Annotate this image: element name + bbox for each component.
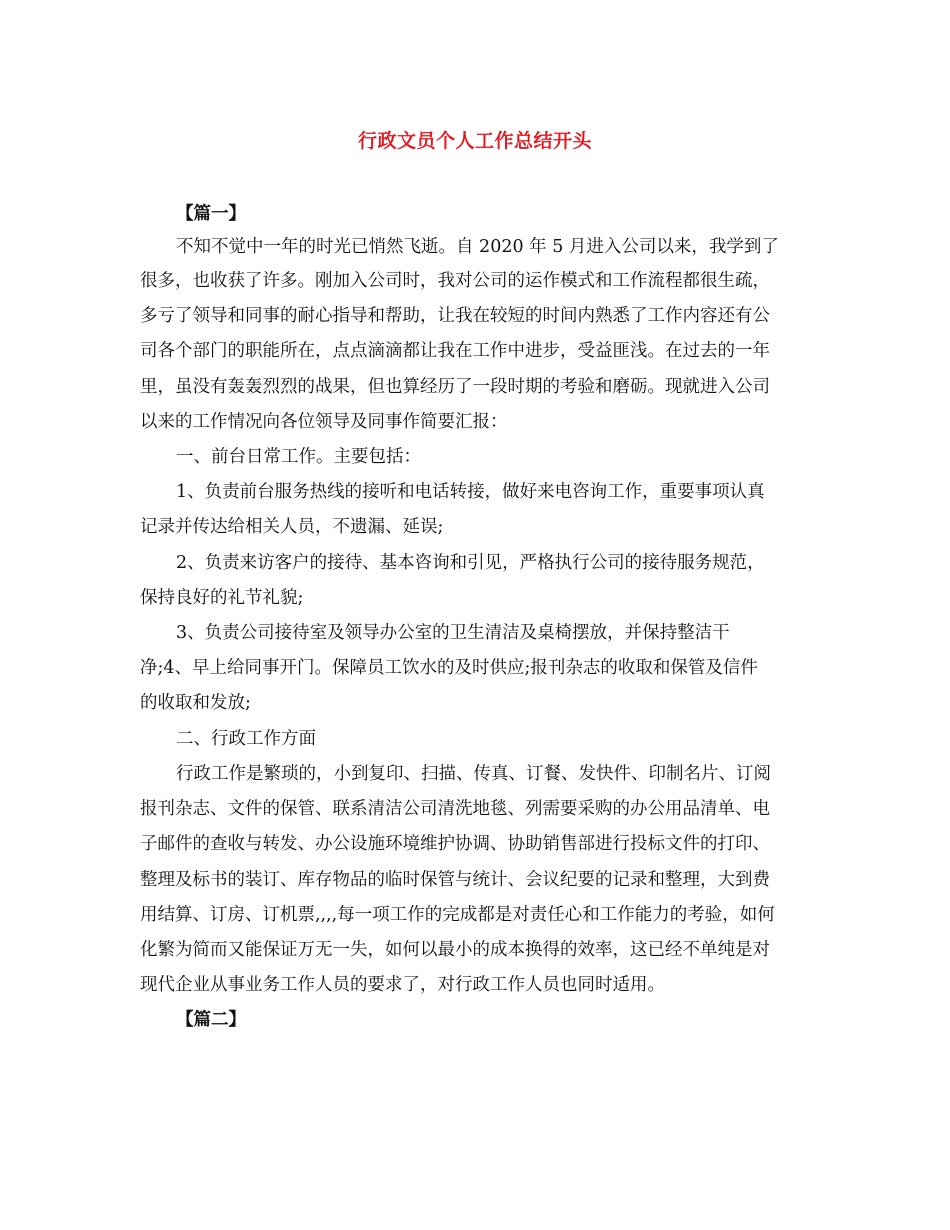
paragraph-line: 净;4、早上给同事开门。保障员工饮水的及时供应;报刊杂志的收取和保管及信件: [140, 658, 758, 678]
paragraph-line: 1、负责前台服务热线的接听和电话转接，做好来电咨询工作，重要事项认真: [176, 482, 765, 502]
paragraph-line: 很多，也收获了许多。刚加入公司时，我对公司的运作模式和工作流程都很生疏，: [140, 271, 770, 291]
paragraph-line: 二、行政工作方面: [176, 729, 316, 749]
section-label-2: 【篇二】: [176, 1010, 246, 1030]
paragraph-line: 整理及标书的装订、库存物品的临时保管与统计、会议纪要的记录和整理，大到费: [140, 870, 770, 890]
paragraph-line: 不知不觉中一年的时光已悄然飞逝。自 2020 年 5 月进入公司以来，我学到了: [176, 237, 779, 257]
paragraph-line: 3、负责公司接待室及领导办公室的卫生清洁及桌椅摆放，并保持整洁干: [176, 623, 730, 643]
paragraph-line: 现代企业从事业务工作人员的要求了，对行政工作人员也同时适用。: [140, 975, 665, 995]
document-title: 行政文员个人工作总结开头: [357, 130, 592, 152]
paragraph-line: 记录并传达给相关人员，不遗漏、延误;: [140, 517, 444, 537]
paragraph-line: 2、负责来访客户的接待、基本咨询和引见，严格执行公司的接待服务规范，: [176, 553, 765, 573]
paragraph-line: 司各个部门的职能所在，点点滴滴都让我在工作中进步，受益匪浅。在过去的一年: [140, 341, 770, 361]
paragraph-line: 以来的工作情况向各位领导及同事作简要汇报：: [140, 412, 508, 432]
paragraph-line: 报刊杂志、文件的保管、联系清洁公司清洗地毯、列需要采购的办公用品清单、电: [140, 799, 770, 819]
paragraph-line: 行政工作是繁琐的，小到复印、扫描、传真、订餐、发快件、印制名片、订阅: [176, 764, 771, 784]
section-label-1: 【篇一】: [176, 204, 246, 224]
paragraph-line: 里，虽没有轰轰烈烈的战果，但也算经历了一段时期的考验和磨砺。现就进入公司: [140, 377, 770, 397]
paragraph-line: 的收取和发放;: [140, 693, 251, 713]
paragraph-line: 子邮件的查收与转发、办公设施环境维护协调、协助销售部进行投标文件的打印、: [140, 834, 770, 854]
paragraph-line: 保持良好的礼节礼貌;: [140, 588, 304, 608]
paragraph-line: 多亏了领导和同事的耐心指导和帮助，让我在较短的时间内熟悉了工作内容还有公: [140, 306, 770, 326]
paragraph-line: 用结算、订房、订机票,,,,每一项工作的完成都是对责任心和工作能力的考验，如何: [140, 905, 775, 925]
paragraph-line: 化繁为简而又能保证万无一失，如何以最小的成本换得的效率，这已经不单纯是对: [140, 940, 770, 960]
paragraph-line: 一、前台日常工作。主要包括：: [176, 447, 421, 467]
